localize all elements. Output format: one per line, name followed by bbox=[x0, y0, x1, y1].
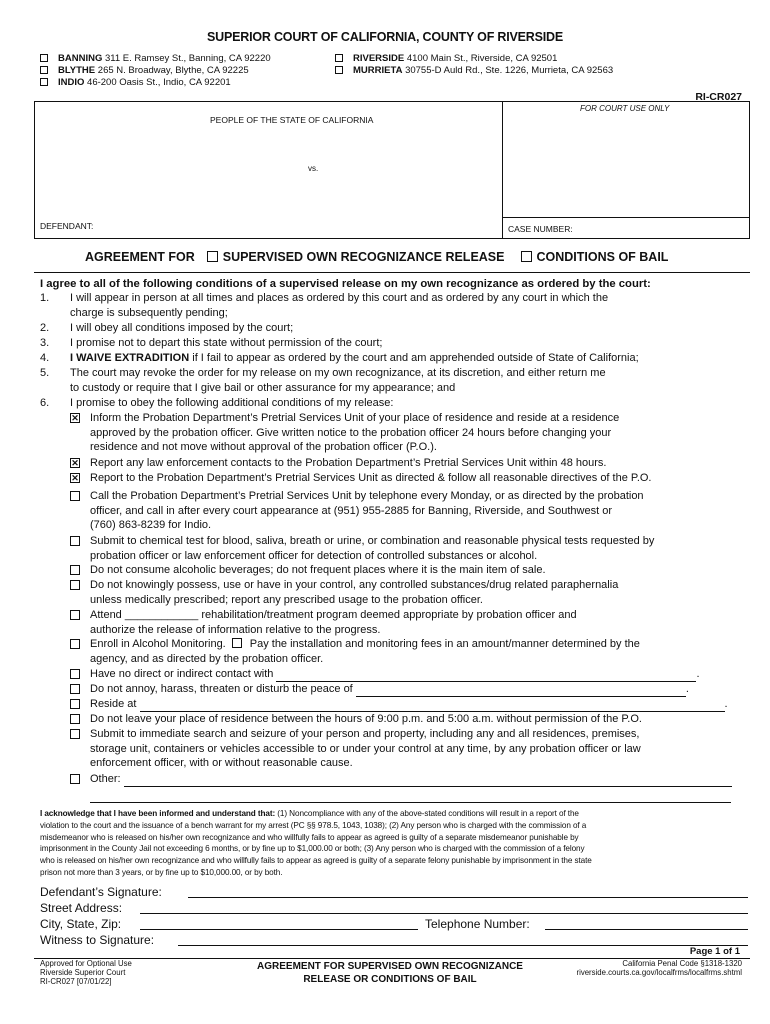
footer-left-line: Riverside Superior Court bbox=[40, 968, 126, 977]
location-name: MURRIETA bbox=[353, 65, 403, 76]
footer-left-line: Approved for Optional Use bbox=[40, 959, 132, 968]
page-number: Page 1 of 1 bbox=[689, 946, 740, 957]
condition-checkbox[interactable]: ✕ bbox=[71, 458, 79, 468]
court-use-label: FOR COURT USE ONLY bbox=[580, 104, 670, 113]
condition-line: Do not consume alcoholic beverages; do not frequent places where it is the main item of sale. bbox=[90, 564, 546, 576]
telephone-label: Telephone Number: bbox=[425, 917, 530, 931]
intro-text: I agree to all of the following conditions of a supervised release on my own recognizance as ordered by the court: bbox=[40, 278, 651, 290]
condition-line: Enroll in Alcohol Monitoring. bbox=[90, 638, 226, 650]
condition-checkbox[interactable] bbox=[70, 536, 80, 546]
period: . bbox=[685, 683, 689, 695]
location-riverside[interactable] bbox=[335, 53, 557, 64]
murrieta-checkbox[interactable] bbox=[335, 66, 343, 74]
blythe-checkbox[interactable] bbox=[40, 66, 48, 74]
vs-label: vs. bbox=[308, 164, 319, 173]
agreement-title bbox=[40, 250, 750, 264]
other-label: Other: bbox=[90, 773, 121, 785]
condition-line: Have no direct or indirect contact with bbox=[90, 668, 274, 680]
defendant-label[interactable]: DEFENDANT: bbox=[40, 221, 94, 231]
people-label: PEOPLE OF THE STATE OF CALIFORNIA bbox=[210, 115, 374, 125]
ack-line: prison not more than 3 years, or by fine up to $10,000.00, or by both. bbox=[40, 867, 283, 877]
item-number: 5. bbox=[40, 367, 50, 379]
condition-checkbox[interactable] bbox=[70, 714, 80, 724]
condition-line: storage unit, containers or vehicles accessible to or under your control at any time, by any probation officer or law bbox=[90, 742, 641, 755]
condition-checkbox[interactable] bbox=[70, 774, 80, 784]
case-number-divider bbox=[503, 217, 750, 218]
ack-line: violation to the court and the issuance of a bench warrant for my arrest (PC §§ 978.5, 1043, 1038); (2) Any person who is charged with the commission of a bbox=[40, 820, 587, 830]
condition-checkbox[interactable] bbox=[70, 639, 80, 649]
footer-right bbox=[576, 959, 742, 977]
ack-heading: I acknowledge that I have been informed and understand that: bbox=[40, 809, 276, 818]
footer-left bbox=[40, 959, 132, 986]
location-address: 311 E. Ramsey St., Banning, CA 92220 bbox=[104, 53, 271, 64]
condition-line: Report to the Probation Department’s Pretrial Services Unit as directed & follow all reasonable directives of the P.O. bbox=[90, 472, 652, 484]
condition-line: Inform the Probation Department’s Pretrial Services Unit of your place of residence and reside at a residence bbox=[90, 412, 620, 424]
location-address: 30755-D Auld Rd., Ste. 1226, Murrieta, CA 92563 bbox=[405, 65, 614, 76]
street-address-field[interactable] bbox=[140, 913, 748, 914]
item-number: 1. bbox=[40, 292, 50, 304]
location-name: INDIO bbox=[58, 77, 85, 88]
street-address-label: Street Address: bbox=[40, 901, 123, 915]
condition-line: residence and not move without approval of the probation officer (P.O.). bbox=[90, 441, 437, 454]
location-banning[interactable] bbox=[40, 53, 271, 64]
telephone-field[interactable] bbox=[545, 929, 748, 930]
condition-checkbox[interactable] bbox=[70, 699, 80, 709]
ack-line: misdemeanor who is released on his/her own recognizance and who willfully fails to appear as agreed is guilty of a separate misdemeanor punishable by bbox=[40, 832, 579, 842]
divider bbox=[34, 272, 750, 273]
other-field-line-2[interactable] bbox=[90, 802, 731, 803]
ack-line: imprisonment in the County Jail not exceeding 6 months, or by fine up to $1,000.00 or both; (3) Any person who is charged with the commission of a felony bbox=[40, 844, 585, 854]
reside-at-field[interactable] bbox=[140, 699, 725, 712]
riverside-checkbox[interactable] bbox=[335, 54, 343, 62]
condition-line: Do not annoy, harass, threaten or disturb the peace of bbox=[90, 683, 353, 695]
item-number: 3. bbox=[40, 337, 50, 349]
period: . bbox=[724, 698, 728, 710]
extradition-waiver: I WAIVE EXTRADITION bbox=[70, 352, 190, 364]
witness-signature-label: Witness to Signature: bbox=[40, 933, 155, 947]
item-text: I promise to obey the following additional conditions of my release: bbox=[70, 397, 394, 409]
penal-code: California Penal Code §1318-1320 bbox=[622, 959, 742, 968]
location-address: 4100 Main St., Riverside, CA 92501 bbox=[406, 53, 558, 64]
court-title: SUPERIOR COURT OF CALIFORNIA, COUNTY OF RIVERSIDE bbox=[207, 30, 563, 44]
condition-line: Reside at bbox=[90, 698, 137, 710]
condition-line: officer, and call in after every court appearance at (951) 955-2885 for Banning, Riverside, and Southwest or bbox=[90, 504, 612, 517]
form-number: RI-CR027 bbox=[695, 91, 742, 103]
indio-checkbox[interactable] bbox=[40, 78, 48, 86]
condition-line: Do not leave your place of residence between the hours of 9:00 p.m. and 5:00 a.m. without permission of the P.O. bbox=[90, 713, 642, 725]
pay-fees-checkbox[interactable] bbox=[232, 638, 242, 648]
location-name: BLYTHE bbox=[58, 65, 96, 76]
city-state-zip-field[interactable] bbox=[140, 929, 418, 930]
condition-line: Submit to chemical test for blood, saliva, breath or urine, or combination and reasonable physical tests requested by bbox=[90, 535, 655, 547]
agreement-prefix: AGREEMENT FOR bbox=[85, 250, 195, 264]
footer-left-line: RI-CR027 [07/01/22] bbox=[40, 977, 112, 986]
case-number-label[interactable]: CASE NUMBER: bbox=[508, 224, 573, 234]
acknowledgement bbox=[40, 808, 740, 879]
condition-line: Call the Probation Department’s Pretrial Services Unit by telephone every Monday, or as directed by the probation bbox=[90, 490, 644, 502]
condition-line: Attend ____________ rehabilitation/treatment program deemed appropriate by probation officer and bbox=[90, 609, 577, 621]
condition-line: probation officer or law enforcement officer for detection of controlled substances or alcohol. bbox=[90, 549, 538, 562]
condition-checkbox[interactable] bbox=[70, 729, 80, 739]
item-number: 4. bbox=[40, 352, 50, 364]
condition-line: Do not knowingly possess, use or have in your control, any controlled substances/drug related paraphernalia bbox=[90, 579, 619, 591]
item-text: I will obey all conditions imposed by the court; bbox=[70, 322, 294, 334]
condition-line: Report any law enforcement contacts to the Probation Department’s Pretrial Services Unit within 48 hours. bbox=[90, 457, 607, 469]
no-annoy-field[interactable] bbox=[356, 684, 686, 697]
footer-title-line: RELEASE OR CONDITIONS OF BAIL bbox=[303, 974, 477, 985]
condition-line: unless medically prescribed; report any prescribed usage to the probation officer. bbox=[90, 593, 483, 606]
item-number: 2. bbox=[40, 322, 50, 334]
bail-conditions-label: CONDITIONS OF BAIL bbox=[536, 250, 669, 264]
location-blythe[interactable] bbox=[40, 65, 249, 76]
condition-line: agency, and as directed by the probation officer. bbox=[90, 652, 324, 665]
other-field[interactable] bbox=[124, 774, 732, 787]
condition-checkbox[interactable]: ✕ bbox=[71, 413, 79, 423]
city-state-zip-label: City, State, Zip: bbox=[40, 917, 122, 931]
item-number: 6. bbox=[40, 397, 50, 409]
location-name: BANNING bbox=[58, 53, 103, 64]
item-text: charge is subsequently pending; bbox=[70, 307, 228, 319]
defendant-signature-field[interactable] bbox=[188, 897, 748, 898]
location-murrieta[interactable] bbox=[335, 65, 613, 76]
period: . bbox=[696, 668, 700, 680]
footer-title bbox=[235, 960, 545, 986]
condition-line: enforcement officer, with or without reasonable cause. bbox=[90, 757, 353, 770]
location-indio[interactable] bbox=[40, 77, 231, 88]
location-address: 46-200 Oasis St., Indio, CA 92201 bbox=[87, 77, 231, 88]
ack-line: (1) Noncompliance with any of the above-stated conditions will result in a report of the bbox=[275, 809, 579, 818]
item-text: I promise not to depart this state without permission of the court; bbox=[70, 337, 383, 349]
condition-checkbox[interactable] bbox=[70, 610, 80, 620]
no-contact-field[interactable] bbox=[276, 669, 696, 682]
condition-checkbox[interactable] bbox=[70, 684, 80, 694]
sor-release-checkbox[interactable] bbox=[207, 251, 218, 262]
condition-line: (760) 863-8239 for Indio. bbox=[90, 519, 212, 532]
condition-checkbox[interactable] bbox=[70, 565, 80, 575]
court-url[interactable]: riverside.courts.ca.gov/localfrms/localfrms.shtml bbox=[576, 968, 742, 977]
condition-line: Submit to immediate search and seizure of your person and property, including any and all residences, premises, bbox=[90, 728, 640, 740]
sor-release-label: SUPERVISED OWN RECOGNIZANCE RELEASE bbox=[222, 250, 505, 264]
condition-checkbox[interactable] bbox=[70, 580, 80, 590]
location-name: RIVERSIDE bbox=[353, 53, 405, 64]
item-text: The court may revoke the order for my release on my own recognizance, at its discretion, and either return me bbox=[70, 367, 606, 379]
footer-title-line: AGREEMENT FOR SUPERVISED OWN RECOGNIZANCE bbox=[257, 961, 523, 972]
item-text: I will appear in person at all times and places as ordered by this court and as ordered by any court in which the bbox=[70, 292, 609, 304]
banning-checkbox[interactable] bbox=[40, 54, 48, 62]
location-address: 265 N. Broadway, Blythe, CA 92225 bbox=[97, 65, 249, 76]
condition-checkbox[interactable]: ✕ bbox=[71, 473, 79, 483]
bail-conditions-checkbox[interactable] bbox=[521, 251, 532, 262]
item-text: if I fail to appear as ordered by the court and am apprehended outside of State of California; bbox=[189, 352, 639, 364]
condition-checkbox[interactable] bbox=[70, 669, 80, 679]
witness-signature-field[interactable] bbox=[178, 945, 748, 946]
condition-line: Pay the installation and monitoring fees in an amount/manner determined by the bbox=[249, 638, 640, 650]
item-text: to custody or require that I give bail or other assurance for my appearance; and bbox=[70, 382, 456, 394]
ack-line: who is released on his/her own recognizance and who willfully fails to appear as agreed is guilty of a separate felony punishable by imprisonment in the state bbox=[40, 856, 592, 866]
condition-line: approved by the probation officer. Give written notice to the probation officer 24 hours before changing your bbox=[90, 426, 612, 439]
defendant-signature-label: Defendant’s Signature: bbox=[40, 885, 162, 899]
condition-checkbox[interactable] bbox=[70, 491, 80, 501]
condition-line: authorize the release of information relative to the progress. bbox=[90, 623, 381, 636]
